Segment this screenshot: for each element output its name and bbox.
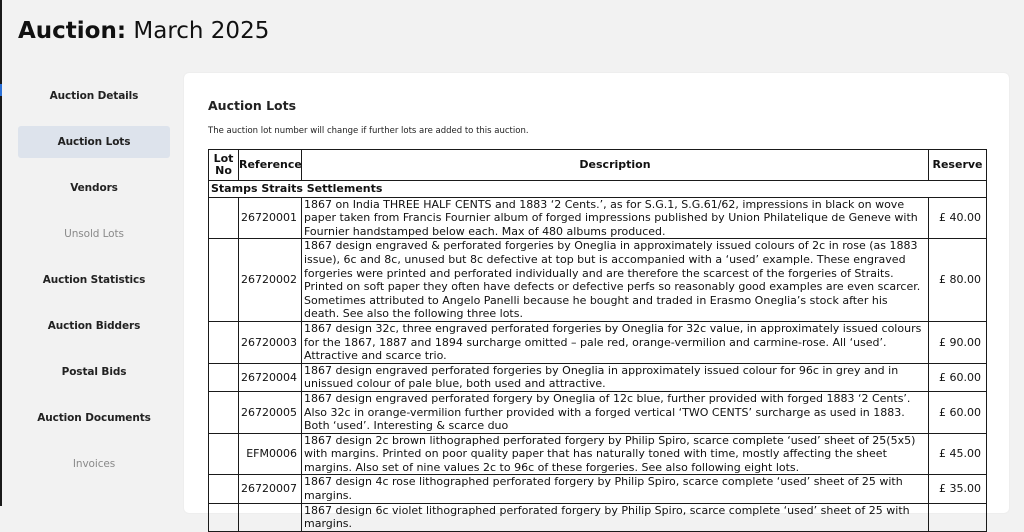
reserve-cell: £ 40.00 [929,197,987,239]
reference-cell: 26720004 [239,363,302,391]
reserve-cell: £ 60.00 [929,391,987,433]
description-cell: 1867 on India THREE HALF CENTS and 1883 ‘2 Cents.’, as for S.G.1, S.G.61/62, impressions in black on wove paper taken from Francis Fournier album of forged impressions published by Union Philatelique de Geneve with Fournier handstamped below each. Max of 480 albums produced. [302,197,929,239]
reference-cell: 26720005 [239,391,302,433]
reserve-cell: £ 45.00 [929,433,987,475]
description-cell: 1867 design 4c rose lithographed perforated forgery by Philip Spiro, scarce complete ‘used’ sheet of 25 with margins. [302,475,929,503]
sidebar-nav [18,80,170,494]
description-cell: 1867 design engraved & perforated forgeries by Oneglia in approximately issued colours of 2c in rose (as 1883 issue), 6c and 8c, unused but 8c defective at top but is accompanied with a ‘used’ example. These engraved forgeries were printed and perforated individually and are therefore the scarcest of the forgeries of Straits. Printed on soft paper they often have defects or defective perfs so reasonably good examples are even scarcer. Sometimes attributed to Angelo Panelli because he bought and traded in Erasmo Oneglia’s stock after his death. See also the following three lots. [302,239,929,322]
table-row [209,197,987,239]
lot-no-cell [209,433,239,475]
page-title [18,18,269,44]
lot-no-cell [209,391,239,433]
column-header-reference: Reference [239,150,302,181]
reserve-cell: £ 60.00 [929,363,987,391]
sidebar-item-auction-lots[interactable]: Auction Lots [18,126,170,158]
description-cell: 1867 design 32c, three engraved perforated forgeries by Oneglia for 32c value, in approximately issued colours for the 1867, 1887 and 1894 surcharge omitted – pale red, orange-vermilion and carmine-rose. All ‘used’. Attractive and scarce trio. [302,321,929,363]
lot-no-cell [209,503,239,531]
panel-note: The auction lot number will change if further lots are added to this auction. [208,126,529,136]
reference-cell: 26720007 [239,475,302,503]
column-header-reserve: Reserve [929,150,987,181]
table-header-row [209,150,987,181]
reference-cell [239,503,302,531]
lots-table [208,149,987,532]
window-left-edge [0,0,2,506]
description-cell: 1867 design engraved perforated forgery by Oneglia of 12c blue, further provided with forged 1883 ‘2 Cents’. Also 32c in orange-vermilion further provided with a forged vertical ‘TWO CENTS’ surcharge as used in 1883. Both ‘used’. Interesting & scarce duo [302,391,929,433]
sidebar-item-postal-bids[interactable]: Postal Bids [61,366,127,378]
sidebar-item-auction-bidders[interactable]: Auction Bidders [47,320,141,332]
reserve-cell [929,503,987,531]
page-title-auction-name: March 2025 [133,18,270,44]
reference-cell: 26720003 [239,321,302,363]
sidebar-item-auction-documents[interactable]: Auction Documents [37,412,151,424]
sidebar-item-auction-details[interactable]: Auction Details [49,90,139,102]
reference-cell: 26720002 [239,239,302,322]
focus-accent [0,84,2,96]
page-title-label: Auction: [18,18,127,44]
section-row [209,181,987,198]
table-row [209,363,987,391]
reserve-cell: £ 90.00 [929,321,987,363]
description-cell: 1867 design engraved perforated forgeries by Oneglia in approximately issued colour for 96c in grey and in unissued colour of pale blue, both used and attractive. [302,363,929,391]
description-cell: 1867 design 2c brown lithographed perforated forgery by Philip Spiro, scarce complete ‘used’ sheet of 25(5x5) with margins. Printed on poor quality paper that has naturally toned with time, mostly affecting the sheet margins. Also set of nine values 2c to 96c of these forgeries. See also following eight lots. [302,433,929,475]
lot-no-cell [209,475,239,503]
table-row [209,239,987,322]
lot-no-cell [209,239,239,322]
column-header-description: Description [302,150,929,181]
reserve-cell: £ 35.00 [929,475,987,503]
panel-title: Auction Lots [208,98,297,113]
sidebar-item-auction-statistics[interactable]: Auction Statistics [42,274,146,286]
table-row [209,503,987,531]
sidebar-item-unsold-lots[interactable]: Unsold Lots [64,228,124,240]
reserve-cell: £ 80.00 [929,239,987,322]
column-header-lot-no: Lot No [209,150,239,181]
auction-lots-panel [184,73,1009,531]
table-row [209,321,987,363]
sidebar-item-vendors[interactable]: Vendors [70,182,118,194]
reference-cell: 26720001 [239,197,302,239]
table-row [209,475,987,503]
table-row [209,433,987,475]
section-title: Stamps Straits Settlements [209,181,987,198]
table-row [209,391,987,433]
reference-cell: EFM0006 [239,433,302,475]
sidebar-item-invoices[interactable]: Invoices [72,458,116,470]
lot-no-cell [209,363,239,391]
lot-no-cell [209,321,239,363]
description-cell: 1867 design 6c violet lithographed perforated forgery by Philip Spiro, scarce complete ‘used’ sheet of 25 with margins. [302,503,929,531]
lot-no-cell [209,197,239,239]
